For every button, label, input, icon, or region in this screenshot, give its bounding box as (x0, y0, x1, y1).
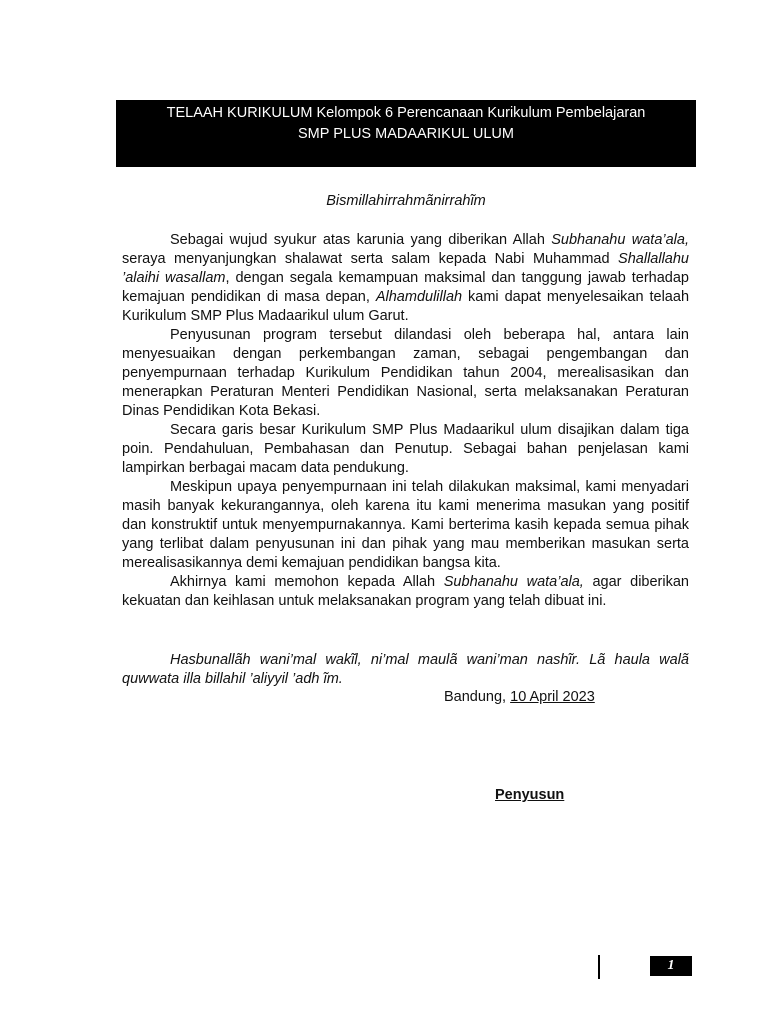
header-title-line-1: TELAAH KURIKULUM Kelompok 6 Perencanaan Kurikulum Pembelajaran (166, 105, 646, 121)
paragraph-5-text-1: Akhirnya kami memohon kepada Allah (170, 574, 444, 590)
paragraph-5-text-2: agar diberikan kekuatan dan keihlasan untuk melaksanakan program yang telah dibuat ini. (122, 574, 689, 609)
footer-divider (598, 955, 600, 979)
header-title-line-2: SMP PLUS MADAARIKUL ULUM (298, 126, 514, 142)
paragraph-1-italic-1: Subhanahu wata’ala, (551, 232, 689, 248)
page-number: 1 (650, 956, 692, 976)
paragraph-1-text-1: Sebagai wujud syukur atas karunia yang diberikan Allah (170, 232, 552, 248)
basmalah: Bismillahirrahmãnirrahĩm (326, 193, 486, 209)
paragraph-5 (122, 573, 689, 611)
paragraph-5-italic-1: Subhanahu wata’ala, (443, 574, 584, 590)
paragraph-1-text-3: , dengan segala kemampuan maksimal dan tanggung jawab terhadap kemajuan pendidikan di masa depan, (122, 270, 689, 305)
paragraph-1 (122, 231, 689, 326)
place-date (444, 689, 595, 705)
document-header (116, 100, 696, 167)
paragraph-1-text-2: seraya menyanjungkan shalawat serta salam kepada Nabi Muhammad (122, 251, 619, 267)
place: Bandung, (444, 689, 511, 705)
paragraph-2: Penyusunan program tersebut dilandasi oleh beberapa hal, antara lain menyesuaikan dengan perkembangan zaman, sebagai pengembangan dan penyempurnaan terhadap Kurikulum Pendidikan tahun 2004, merealisasikan dan menerapkan Peraturan Menteri Pendidikan Nasional, serta melaksanakan Peraturan Dinas Pendidikan Kota Bekasi. (122, 327, 689, 419)
date: 10 April 2023 (510, 689, 595, 705)
paragraph-3: Secara garis besar Kurikulum SMP Plus Madaarikul ulum disajikan dalam tiga poin. Pendahuluan, Pembahasan dan Penutup. Sebagai bahan penjelasan kami lampirkan berbagai macam data pendukung. (122, 422, 689, 476)
paragraph-1-text-4: kami dapat menyelesaikan telaah Kurikulum SMP Plus Madaarikul ulum Garut. (122, 289, 690, 324)
body-text (122, 231, 689, 611)
paragraph-4: Meskipun upaya penyempurnaan ini telah dilakukan maksimal, kami menyadari masih banyak kekurangannya, oleh karena itu kami menerima masukan yang positif dan konstruktif untuk menyempurnakannya. Kami berterima kasih kepada semua pihak yang terlibat dalam penyusunan ini dan pihak yang mau memberikan masukan serta merealisasikannya demi kemajuan pendidikan bangsa kita. (122, 479, 689, 571)
paragraph-1-italic-2: Shallallahu ’alaihi wasallam (122, 251, 689, 286)
closing-prayer: Hasbunallãh wani’mal wakĩl, ni’mal maulã wani’man nashĩr. Lã haula walã quwwata illa billahil ’aliyyil ’adh ĩm. (122, 652, 689, 687)
signatory: Penyusun (495, 787, 565, 803)
paragraph-1-italic-3: Alhamdulillah (375, 289, 463, 305)
